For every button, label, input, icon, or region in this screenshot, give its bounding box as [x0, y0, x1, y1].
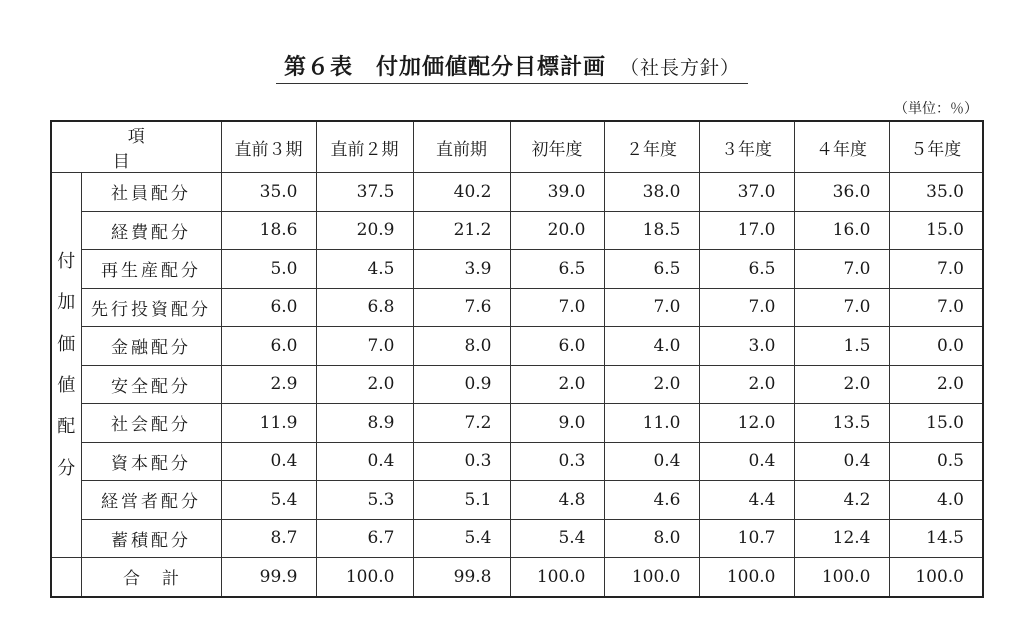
- total-value-cell: 100.0: [699, 558, 794, 597]
- value-cell: 7.0: [889, 288, 983, 327]
- value-cell: 11.9: [221, 404, 316, 443]
- value-cell: 0.4: [221, 442, 316, 481]
- value-cell: 38.0: [604, 173, 699, 212]
- total-row: [51, 558, 983, 597]
- group-label-char: 分: [57, 457, 76, 479]
- table-row: [51, 327, 983, 366]
- value-cell: 2.0: [699, 365, 794, 404]
- value-cell: 3.9: [413, 250, 510, 289]
- table-row: [51, 404, 983, 443]
- value-cell: 14.5: [889, 519, 983, 558]
- value-cell: 6.5: [699, 250, 794, 289]
- table-row: [51, 250, 983, 289]
- value-cell: 7.0: [889, 250, 983, 289]
- group-label-char: 付: [57, 250, 76, 272]
- value-cell: 5.4: [221, 481, 316, 520]
- group-label-char: 値: [57, 375, 76, 396]
- table-row: [51, 173, 983, 212]
- value-cell: 6.0: [221, 288, 316, 327]
- value-cell: 40.2: [413, 173, 510, 212]
- table-row: [51, 442, 983, 481]
- value-cell: 2.0: [510, 365, 604, 404]
- row-label: 経費配分: [81, 211, 221, 250]
- value-cell: 2.0: [604, 365, 699, 404]
- value-cell: 37.0: [699, 173, 794, 212]
- value-cell: 5.4: [510, 519, 604, 558]
- total-value-cell: 99.8: [413, 558, 510, 597]
- value-cell: 0.4: [794, 442, 889, 481]
- row-label: 蓄積配分: [81, 519, 221, 558]
- total-value-cell: 100.0: [316, 558, 413, 597]
- value-cell: 16.0: [794, 211, 889, 250]
- value-cell: 3.0: [699, 327, 794, 366]
- table-row: [51, 288, 983, 327]
- value-cell: 7.2: [413, 404, 510, 443]
- title-main: 第６表 付加価値配分目標計画: [283, 55, 606, 80]
- value-cell: 7.0: [699, 288, 794, 327]
- value-cell: 6.7: [316, 519, 413, 558]
- value-cell: 15.0: [889, 211, 983, 250]
- value-cell: 37.5: [316, 173, 413, 212]
- value-cell: 36.0: [794, 173, 889, 212]
- value-cell: 5.0: [221, 250, 316, 289]
- value-cell: 12.0: [699, 404, 794, 443]
- value-cell: 35.0: [221, 173, 316, 212]
- header-row: [51, 121, 983, 173]
- value-cell: 4.8: [510, 481, 604, 520]
- table-row: [51, 365, 983, 404]
- group-label-char: 価: [57, 333, 76, 355]
- total-value-cell: 100.0: [510, 558, 604, 597]
- value-cell: 2.9: [221, 365, 316, 404]
- value-cell: 7.0: [510, 288, 604, 327]
- header-item: 項 目: [51, 121, 221, 173]
- header-col: ５年度: [889, 121, 983, 173]
- value-cell: 20.0: [510, 211, 604, 250]
- value-cell: 7.0: [604, 288, 699, 327]
- value-cell: 4.5: [316, 250, 413, 289]
- value-cell: 2.0: [794, 365, 889, 404]
- value-added-distribution-table: [50, 120, 984, 598]
- value-cell: 0.4: [699, 442, 794, 481]
- header-col: ３年度: [699, 121, 794, 173]
- row-label: 社会配分: [81, 404, 221, 443]
- total-value-cell: 100.0: [604, 558, 699, 597]
- row-label: 再生産配分: [81, 250, 221, 289]
- value-cell: 2.0: [889, 365, 983, 404]
- value-cell: 13.5: [794, 404, 889, 443]
- value-cell: 20.9: [316, 211, 413, 250]
- header-col: 直前２期: [316, 121, 413, 173]
- value-cell: 10.7: [699, 519, 794, 558]
- row-label: 安全配分: [81, 365, 221, 404]
- header-col: ４年度: [794, 121, 889, 173]
- value-cell: 0.5: [889, 442, 983, 481]
- title-subtitle: （社長方針）: [620, 57, 741, 79]
- total-value-cell: 99.9: [221, 558, 316, 597]
- value-cell: 17.0: [699, 211, 794, 250]
- value-cell: 5.4: [413, 519, 510, 558]
- value-cell: 0.3: [510, 442, 604, 481]
- value-cell: 4.6: [604, 481, 699, 520]
- total-value-cell: 100.0: [794, 558, 889, 597]
- value-cell: 2.0: [316, 365, 413, 404]
- header-col: 直前３期: [221, 121, 316, 173]
- value-cell: 0.3: [413, 442, 510, 481]
- table-row: [51, 519, 983, 558]
- value-cell: 7.0: [316, 327, 413, 366]
- value-cell: 6.0: [510, 327, 604, 366]
- value-cell: 7.6: [413, 288, 510, 327]
- value-cell: 6.5: [604, 250, 699, 289]
- value-cell: 0.9: [413, 365, 510, 404]
- value-cell: 0.4: [604, 442, 699, 481]
- total-blank-cell: [51, 558, 81, 597]
- value-cell: 11.0: [604, 404, 699, 443]
- value-cell: 8.9: [316, 404, 413, 443]
- value-cell: 0.0: [889, 327, 983, 366]
- row-label: 金融配分: [81, 327, 221, 366]
- value-cell: 8.0: [413, 327, 510, 366]
- total-label: 合計: [81, 558, 221, 597]
- table-row: [51, 481, 983, 520]
- group-label-char: 加: [57, 292, 76, 314]
- unit-label: （単位：％）: [894, 101, 978, 117]
- group-label-char: 配: [57, 416, 76, 438]
- value-cell: 9.0: [510, 404, 604, 443]
- value-cell: 7.0: [794, 250, 889, 289]
- row-label: 経営者配分: [81, 481, 221, 520]
- value-cell: 1.5: [794, 327, 889, 366]
- group-label: [51, 173, 81, 558]
- value-cell: 6.5: [510, 250, 604, 289]
- value-cell: 18.5: [604, 211, 699, 250]
- header-col: 初年度: [510, 121, 604, 173]
- value-cell: 21.2: [413, 211, 510, 250]
- table-title: [0, 50, 1024, 81]
- header-col: ２年度: [604, 121, 699, 173]
- value-cell: 5.3: [316, 481, 413, 520]
- value-cell: 4.0: [604, 327, 699, 366]
- total-value-cell: 100.0: [889, 558, 983, 597]
- value-cell: 39.0: [510, 173, 604, 212]
- value-cell: 6.0: [221, 327, 316, 366]
- value-cell: 15.0: [889, 404, 983, 443]
- row-label: 先行投資配分: [81, 288, 221, 327]
- header-col: 直前期: [413, 121, 510, 173]
- value-cell: 18.6: [221, 211, 316, 250]
- value-cell: 7.0: [794, 288, 889, 327]
- value-cell: 4.0: [889, 481, 983, 520]
- row-label: 社員配分: [81, 173, 221, 212]
- value-cell: 8.7: [221, 519, 316, 558]
- value-cell: 5.1: [413, 481, 510, 520]
- value-cell: 12.4: [794, 519, 889, 558]
- value-cell: 4.2: [794, 481, 889, 520]
- row-label: 資本配分: [81, 442, 221, 481]
- value-cell: 4.4: [699, 481, 794, 520]
- value-cell: 6.8: [316, 288, 413, 327]
- value-cell: 8.0: [604, 519, 699, 558]
- value-cell: 0.4: [316, 442, 413, 481]
- table-row: [51, 211, 983, 250]
- value-cell: 35.0: [889, 173, 983, 212]
